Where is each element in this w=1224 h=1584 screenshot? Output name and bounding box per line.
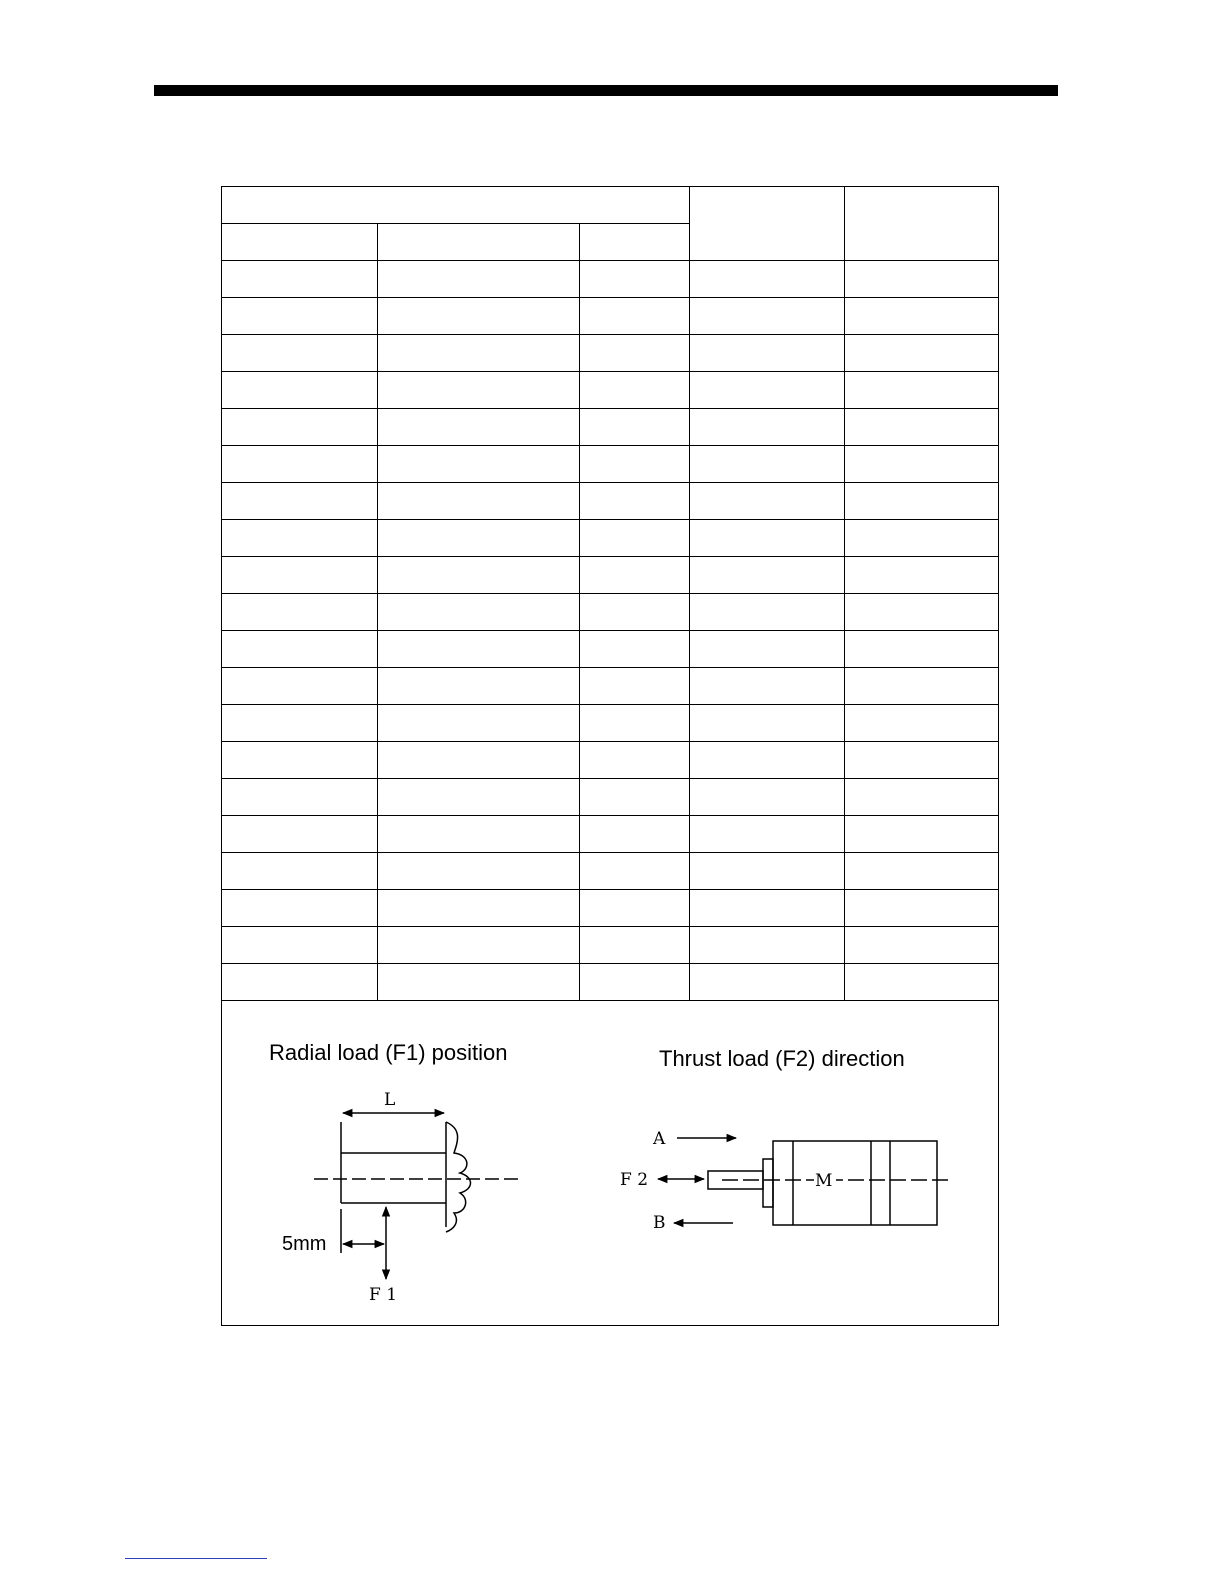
length-label: L xyxy=(384,1090,396,1110)
table-cell xyxy=(222,853,377,890)
table-cell xyxy=(377,890,579,927)
table-cell xyxy=(579,446,689,483)
table-cell xyxy=(689,631,844,668)
table-cell xyxy=(579,816,689,853)
radial-force-label: F 1 xyxy=(369,1285,398,1305)
flange-outline xyxy=(446,1122,471,1232)
table-cell xyxy=(844,631,998,668)
table-cell xyxy=(844,298,998,335)
table-row xyxy=(222,964,998,1001)
table-cell xyxy=(844,409,998,446)
table-cell xyxy=(222,668,377,705)
table-cell xyxy=(222,446,377,483)
table-cell xyxy=(377,853,579,890)
table-row xyxy=(222,520,998,557)
table-cell xyxy=(222,261,377,298)
table-cell xyxy=(222,409,377,446)
table-header-group xyxy=(222,187,689,224)
table-cell xyxy=(689,927,844,964)
table-cell xyxy=(844,520,998,557)
direction-b-label: B xyxy=(653,1213,666,1233)
table-cell xyxy=(844,853,998,890)
table-row xyxy=(222,668,998,705)
table-cell xyxy=(222,557,377,594)
table-cell xyxy=(377,705,579,742)
table-row xyxy=(222,779,998,816)
table-row xyxy=(222,261,998,298)
table-cell xyxy=(579,372,689,409)
thrust-load-caption: Thrust load (F2) direction xyxy=(659,1046,905,1071)
table-row xyxy=(222,298,998,335)
table-cell xyxy=(579,335,689,372)
table-row xyxy=(222,890,998,927)
table-cell xyxy=(377,483,579,520)
table-cell xyxy=(579,261,689,298)
table-row xyxy=(222,853,998,890)
table-cell xyxy=(377,372,579,409)
table-cell xyxy=(844,594,998,631)
figures-area xyxy=(222,1017,998,1325)
motor-flange xyxy=(763,1159,773,1207)
table-cell xyxy=(844,335,998,372)
table-cell xyxy=(844,705,998,742)
table-cell xyxy=(579,705,689,742)
table-cell xyxy=(579,927,689,964)
table-row xyxy=(222,927,998,964)
table-cell xyxy=(579,298,689,335)
header-rule xyxy=(154,85,1058,96)
table-cell xyxy=(377,816,579,853)
table-cell xyxy=(377,557,579,594)
table-cell xyxy=(222,594,377,631)
table-cell xyxy=(689,853,844,890)
table-cell xyxy=(689,705,844,742)
table-cell xyxy=(579,668,689,705)
table-cell xyxy=(689,890,844,927)
table-cell xyxy=(689,816,844,853)
table-cell xyxy=(222,927,377,964)
table-cell xyxy=(689,779,844,816)
table-cell xyxy=(222,372,377,409)
table-cell xyxy=(579,594,689,631)
table-cell xyxy=(222,335,377,372)
table-cell xyxy=(222,890,377,927)
thrust-force-label: F 2 xyxy=(620,1170,649,1190)
radial-load-caption: Radial load (F1) position xyxy=(269,1040,508,1065)
table-cell xyxy=(689,298,844,335)
motor-body xyxy=(773,1141,937,1225)
table-row xyxy=(222,705,998,742)
table-cell xyxy=(579,779,689,816)
load-diagrams xyxy=(222,1017,998,1325)
table-cell xyxy=(222,520,377,557)
table-cell xyxy=(579,853,689,890)
table-cell xyxy=(579,520,689,557)
table-cell xyxy=(844,816,998,853)
table-cell xyxy=(844,557,998,594)
table-cell xyxy=(579,890,689,927)
table-cell xyxy=(844,927,998,964)
table-row xyxy=(222,742,998,779)
table-cell xyxy=(689,668,844,705)
table-cell xyxy=(844,890,998,927)
table-cell xyxy=(844,742,998,779)
table-header-col-5 xyxy=(844,187,998,261)
table-cell xyxy=(377,927,579,964)
table-cell xyxy=(377,261,579,298)
table-cell xyxy=(689,594,844,631)
table-header-col-4 xyxy=(689,187,844,261)
table-cell xyxy=(579,631,689,668)
table-subheader-col-2 xyxy=(377,224,579,261)
table-cell xyxy=(844,446,998,483)
table-cell xyxy=(377,446,579,483)
table-cell xyxy=(222,779,377,816)
table-cell xyxy=(377,779,579,816)
table-cell xyxy=(377,742,579,779)
table-cell xyxy=(377,631,579,668)
table-cell xyxy=(844,779,998,816)
table-cell xyxy=(844,964,998,1001)
table-cell xyxy=(689,261,844,298)
table-cell xyxy=(222,964,377,1001)
table-row xyxy=(222,594,998,631)
table-cell xyxy=(689,742,844,779)
table-cell xyxy=(689,520,844,557)
thrust-load-diagram xyxy=(658,1138,952,1225)
footer-link-rule xyxy=(125,1558,267,1559)
table-cell xyxy=(844,483,998,520)
direction-a-label: A xyxy=(653,1129,666,1149)
table-cell xyxy=(222,631,377,668)
table-row xyxy=(222,335,998,372)
radial-load-diagram xyxy=(314,1113,522,1279)
table-cell xyxy=(377,594,579,631)
spec-table-frame xyxy=(221,186,999,1326)
table-cell xyxy=(377,964,579,1001)
table-cell xyxy=(844,372,998,409)
table-cell xyxy=(579,483,689,520)
table-subheader-col-1 xyxy=(222,224,377,261)
table-cell xyxy=(689,557,844,594)
table-row xyxy=(222,446,998,483)
table-cell xyxy=(689,446,844,483)
table-cell xyxy=(377,409,579,446)
table-cell xyxy=(377,668,579,705)
motor-label: M xyxy=(815,1171,833,1191)
table-cell xyxy=(579,742,689,779)
table-cell xyxy=(377,520,579,557)
table-cell xyxy=(377,298,579,335)
table-cell xyxy=(579,557,689,594)
table-header-row xyxy=(222,187,998,224)
table-cell xyxy=(579,964,689,1001)
table-cell xyxy=(579,409,689,446)
table-subheader-col-3 xyxy=(579,224,689,261)
table-cell xyxy=(222,705,377,742)
table-cell xyxy=(844,261,998,298)
table-cell xyxy=(689,372,844,409)
table-cell xyxy=(689,409,844,446)
spec-table xyxy=(222,187,998,1001)
table-row xyxy=(222,631,998,668)
table-row xyxy=(222,372,998,409)
table-cell xyxy=(222,816,377,853)
table-row xyxy=(222,816,998,853)
table-cell xyxy=(689,335,844,372)
table-cell xyxy=(844,668,998,705)
table-cell xyxy=(222,298,377,335)
table-cell xyxy=(689,483,844,520)
table-row xyxy=(222,483,998,520)
table-cell xyxy=(377,335,579,372)
table-cell xyxy=(222,742,377,779)
table-cell xyxy=(689,964,844,1001)
offset-label: 5mm xyxy=(282,1233,327,1255)
table-row xyxy=(222,557,998,594)
table-row xyxy=(222,409,998,446)
table-cell xyxy=(222,483,377,520)
